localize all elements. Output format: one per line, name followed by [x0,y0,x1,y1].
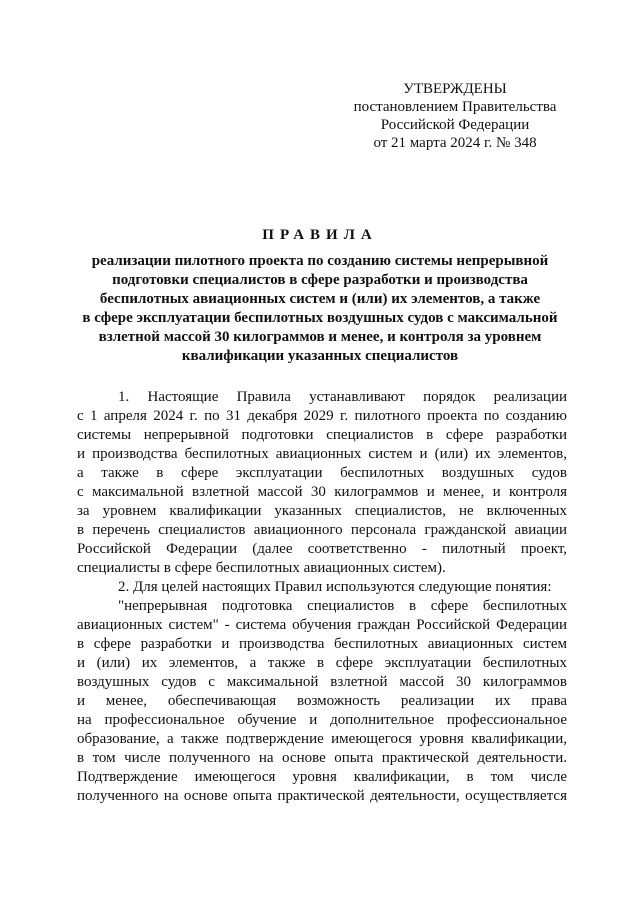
body-line: в том числе полученного на основе опыта практической деятельности. [77,750,567,766]
subtitle-line: квалификации указанных специалистов [181,348,459,364]
body-line: и производства беспилотных авиационных систем и (или) их элементов, [77,446,567,462]
body-line: в сфере разработки и производства беспилотных авиационных систем [77,636,567,652]
body-line: образование, а также подтверждение имеющегося уровня квалификации, [77,731,567,747]
body-line: в перечень специалистов авиационного персонала гражданской авиации [77,522,567,538]
approval-line: постановлением Правительства [353,99,557,115]
approval-line: Российской Федерации [380,117,530,133]
body-line: на профессиональное обучение и дополнительное профессиональное [77,712,567,728]
body-line: системы непрерывной подготовки специалистов в сфере разработки [77,427,567,443]
approval-heading: УТВЕРЖДЕНЫ [403,81,507,97]
subtitle-line: подготовки специалистов в сфере разработки и производства [112,272,528,288]
body-line: а также в сфере эксплуатации беспилотных воздушных судов [77,465,567,481]
document-title: ПРАВИЛА [262,227,378,243]
body-line: за уровнем квалификации указанных специалистов, не включенных [77,503,567,519]
body-line: 2. Для целей настоящих Правил используются следующие понятия: [118,579,552,595]
body-line: воздушных судов с максимальной взлетной массой 30 килограммов [77,674,567,690]
body-line: и (или) их элементов, а также в сфере эксплуатации беспилотных [77,655,567,671]
body-line: авиационных систем" - система обучения граждан Российской Федерации [77,617,567,633]
subtitle-line: в сфере эксплуатации беспилотных воздушных судов с максимальной [82,310,558,326]
body-line: с максимальной взлетной массой 30 килограммов и менее, и контроля [77,484,567,500]
approval-date: от 21 марта 2024 г. № 348 [373,135,537,151]
subtitle-line: беспилотных авиационных систем и (или) их элементов, а также [99,291,541,307]
body-line: с 1 апреля 2024 г. по 31 декабря 2029 г. пилотного проекта по созданию [77,408,567,424]
subtitle-line: взлетной массой 30 килограммов и менее, и контроля за уровнем [98,329,542,345]
body-line: и менее, обеспечивающая возможность реализации их права [77,693,567,709]
body-line: 1. Настоящие Правила устанавливают порядок реализации [118,389,567,405]
body-line: "непрерывная подготовка специалистов в сфере беспилотных [118,598,567,614]
body-line: Российской Федерации (далее соответственно - пилотный проект, [77,541,567,557]
body-line: специалисты в сфере беспилотных авиационных систем). [77,560,446,576]
body-line: полученного на основе опыта практической деятельности, осуществляется [77,788,567,804]
subtitle-line: реализации пилотного проекта по созданию системы непрерывной [91,253,549,269]
body-line: Подтверждение имеющегося уровня квалификации, в том числе [77,769,567,785]
